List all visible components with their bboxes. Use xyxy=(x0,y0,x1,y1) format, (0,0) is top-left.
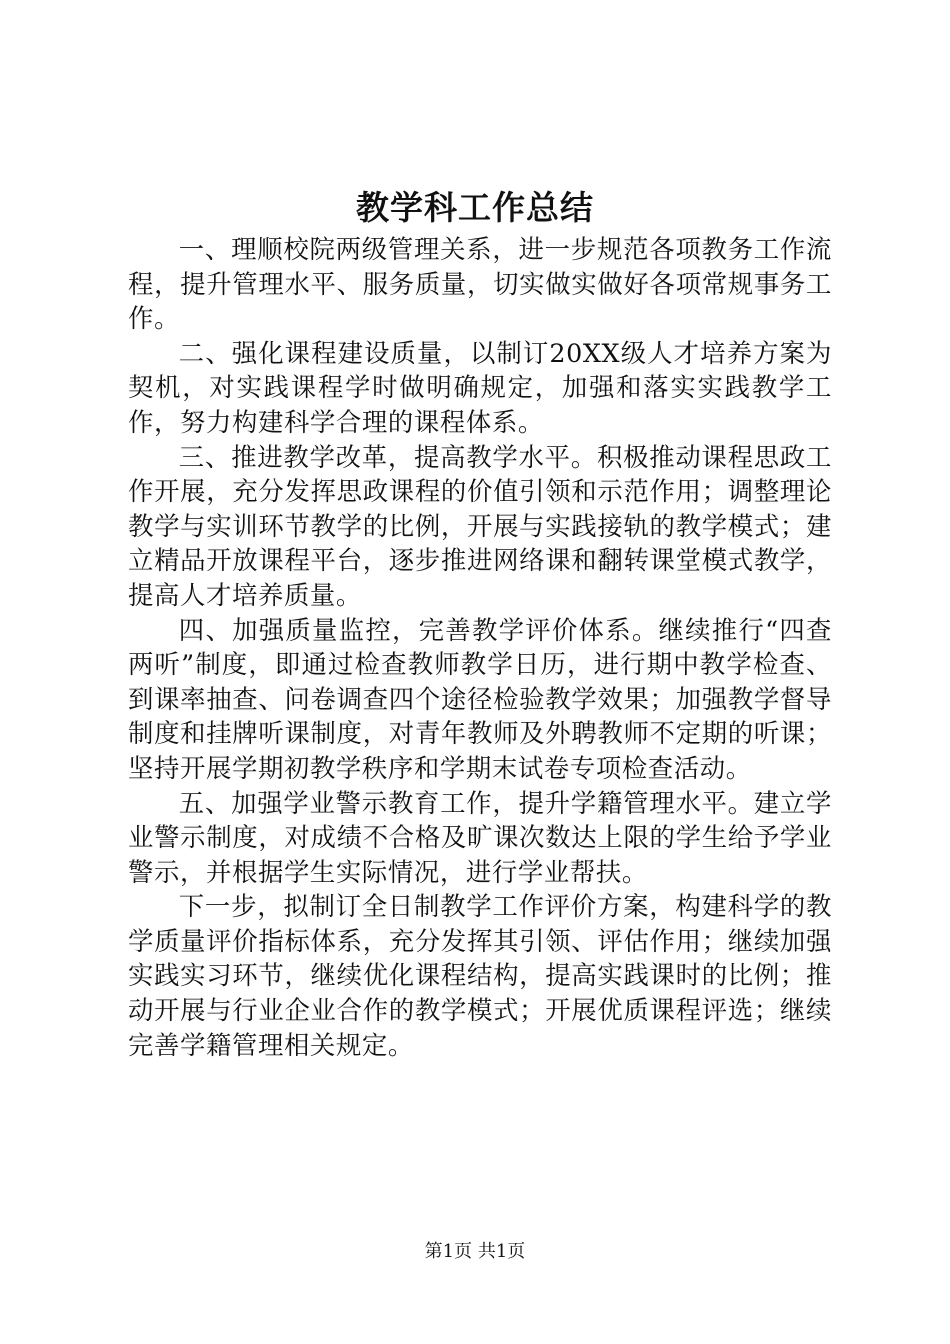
paragraph-3: 三、推进教学改革，提高教学水平。积极推动课程思政工作开展，充分发挥思政课程的价值引领和示范作用；调整理论教学与实训环节教学的比例，开展与实践接轨的教学模式；建立精品开放课程平台，逐步推进网络课和翻转课堂模式教学，提高人才培养质量。 xyxy=(128,441,832,610)
page-footer: 第1页 共1页 xyxy=(424,1241,526,1262)
paragraph-4: 四、加强质量监控，完善教学评价体系。继续推行“四查两听”制度，即通过检查教师教学日历，进行期中教学检查、到课率抽查、问卷调查四个途径检验教学效果；加强教学督导制度和挂牌听课制度，对青年教师及外聘教师不定期的听课；坚持开展学期初教学秩序和学期末试卷专项检查活动。 xyxy=(128,614,832,783)
paragraph-2: 二、强化课程建设质量，以制订20XX级人才培养方案为契机，对实践课程学时做明确规定，加强和落实实践教学工作，努力构建科学合理的课程体系。 xyxy=(128,337,832,437)
paragraph-1: 一、理顺校院两级管理关系，进一步规范各项教务工作流程，提升管理水平、服务质量，切实做实做好各项常规事务工作。 xyxy=(128,234,832,334)
document-body xyxy=(128,232,832,1062)
paragraph-5: 五、加强学业警示教育工作，提升学籍管理水平。建立学业警示制度，对成绩不合格及旷课次数达上限的学生给予学业警示，并根据学生实际情况，进行学业帮扶。 xyxy=(128,787,832,887)
paragraph-6: 下一步，拟制订全日制教学工作评价方案，构建科学的教学质量评价指标体系，充分发挥其引领、评估作用；继续加强实践实习环节，继续优化课程结构，提高实践课时的比例；推动开展与行业企业合作的教学模式；开展优质课程评选；继续完善学籍管理相关规定。 xyxy=(128,891,832,1060)
document-title: 教学科工作总结 xyxy=(356,188,594,227)
